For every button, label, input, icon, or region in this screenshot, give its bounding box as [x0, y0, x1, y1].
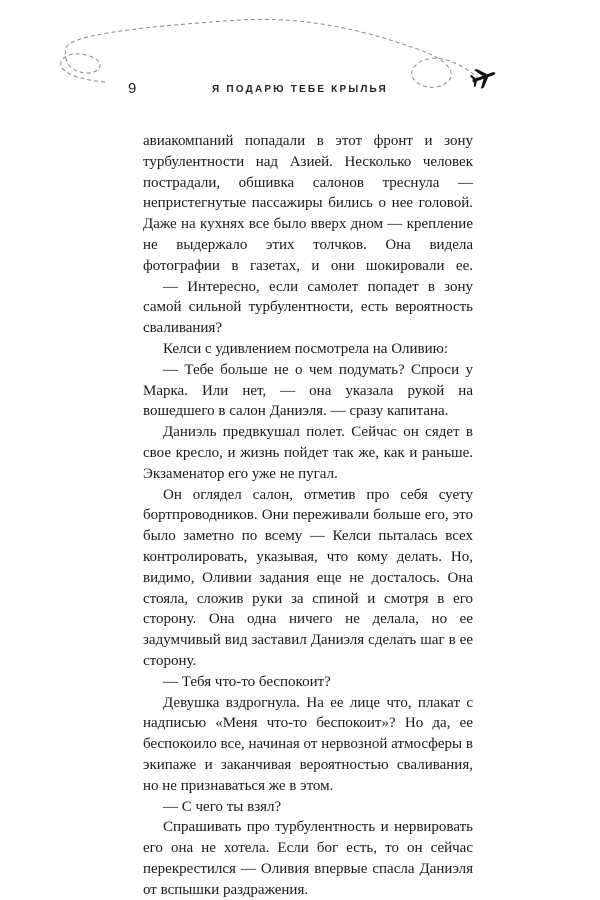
paragraph: Девушка вздрогнула. На ее лице что, плакат с надписью «Меня что-то беспокоит»? Но да, ее беспокоило все, начиная от нервозной атмосферы в экипаже и заканчивая вероятностью сваливания, но не признаваться же в этом.: [143, 694, 473, 794]
paragraph: Даниэль предвкушал полет. Сейчас он сядет в свое кресло, и жизнь пойдет так же, как и раньше. Экзаменатор его уже не пугал.: [143, 424, 473, 482]
paragraph: — С чего ты взял?: [163, 798, 282, 815]
page-number: 9: [128, 80, 137, 97]
paragraph: Он оглядел салон, отметив про себя суету бортпроводников. Они переживали больше его, это было заметно по всему — Келси пыталась всех контролировать, указывая, что кому делать. Но, видимо, Оливии задания еще не досталось. Она стояла, сложив руки за спиной и смотря в его сторону. Она одна ничего не делала, но ее задумчивый вид заставил Даниэля сделать шаг в ее сторону.: [143, 486, 473, 669]
dashed-flight-path: [61, 19, 478, 87]
paragraph: — Тебя что-то беспокоит?: [163, 673, 331, 690]
paragraph: Келси с удивлением посмотрела на Оливию:: [163, 340, 449, 357]
paragraph: — Тебе больше не о чем подумать? Спроси у Марка. Или нет, — она указала рукой на вошедшего в салон Даниэля. — сразу капитана.: [143, 361, 473, 420]
paragraph: авиакомпаний попадали в этот фронт и зону турбулентности над Азией. Несколько человек пострадали, обшивка салонов треснула — непристегнутые пассажиры бились о нее головой. Даже на кухнях все было вверх дном — крепление не выдержало этих толчков. Она видела фотографии в газетах, и они шокировали ее.: [143, 133, 473, 274]
running-title: Я ПОДАРЮ ТЕБЕ КРЫЛЬЯ: [212, 84, 388, 95]
header-decoration: [0, 0, 600, 120]
paragraph: — Интересно, если самолет попадет в зону самой сильной турбулентности, есть вероятность сваливания?: [143, 278, 473, 337]
body-text: [143, 131, 473, 900]
paragraph: Спрашивать про турбулентность и нервировать его она не хотела. Если бог есть, то он сейчас перекрестился — Оливия впервые спасла Даниэля от вспышки раздражения.: [143, 819, 473, 898]
